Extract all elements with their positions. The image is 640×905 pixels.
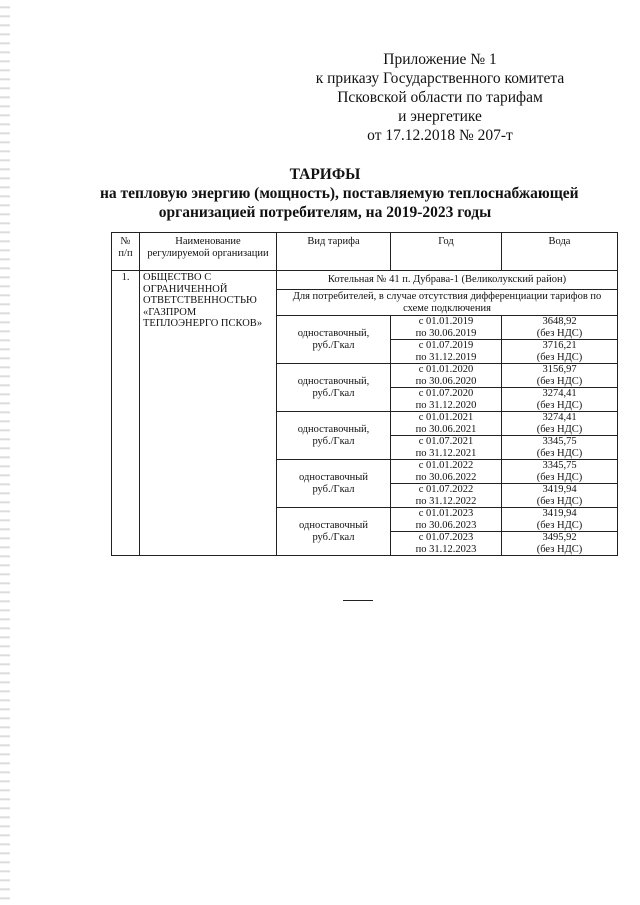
table-row	[112, 271, 618, 290]
value-vat: (без НДС)	[536, 399, 583, 411]
tariff-value	[502, 460, 618, 484]
value-amount: 3274,41	[542, 412, 577, 423]
organization-line: ОБЩЕСТВО С	[143, 272, 212, 283]
period-from: с 01.07.2023	[418, 532, 474, 543]
period-from: с 01.07.2020	[418, 388, 474, 399]
document-title	[100, 165, 579, 222]
appendix-line: и энергетике	[398, 108, 482, 125]
period-to: по 30.06.2019	[415, 327, 477, 339]
tariff-period	[391, 532, 502, 556]
period-to: по 30.06.2022	[415, 471, 477, 483]
period-from: с 01.01.2021	[418, 412, 474, 423]
period-from: с 01.07.2019	[418, 340, 474, 351]
value-vat: (без НДС)	[536, 471, 583, 483]
value-amount: 3716,21	[542, 340, 577, 351]
header-text: п/п	[118, 247, 133, 259]
value-amount: 3274,41	[542, 388, 577, 399]
tariff-period	[391, 316, 502, 340]
value-amount: 3648,92	[542, 316, 577, 327]
value-amount: 3495,92	[542, 532, 577, 543]
organization-line: ОТВЕТСТВЕННОСТЬЮ	[143, 295, 257, 306]
tariff-type-line: одноставочный,	[297, 376, 370, 387]
value-vat: (без НДС)	[536, 495, 583, 507]
period-to: по 30.06.2021	[415, 423, 477, 435]
header-tariff-type: Вид тарифа	[277, 233, 391, 271]
tariff-period	[391, 508, 502, 532]
organization-name	[140, 271, 277, 556]
tariff-type-line: одноставочный	[299, 472, 368, 483]
tariffs-table	[111, 232, 618, 556]
period-to: по 31.12.2021	[415, 447, 477, 459]
value-amount: 3419,94	[542, 508, 577, 519]
tariff-value	[502, 388, 618, 412]
end-divider	[343, 600, 373, 601]
period-from: с 01.07.2021	[418, 436, 474, 447]
period-to: по 30.06.2020	[415, 375, 477, 387]
tariff-period	[391, 436, 502, 460]
consumer-line: Для потребителей, в случае отсутствия дифференциации тарифов по	[292, 291, 602, 302]
tariff-type-line: руб./Гкал	[312, 339, 355, 351]
value-vat: (без НДС)	[536, 543, 583, 555]
row-number: 1.	[112, 271, 140, 556]
header-water: Вода	[502, 233, 618, 271]
tariff-value	[502, 532, 618, 556]
tariff-type-line: руб./Гкал	[312, 387, 355, 399]
tariff-type	[277, 412, 391, 460]
period-from: с 01.01.2023	[418, 508, 474, 519]
period-from: с 01.01.2020	[418, 364, 474, 375]
organization-line: ОГРАНИЧЕННОЙ	[143, 283, 228, 295]
appendix-line: Приложение № 1	[383, 51, 497, 68]
value-amount: 3156,97	[542, 364, 577, 375]
tariff-type-line: одноставочный	[299, 520, 368, 531]
tariff-value	[502, 436, 618, 460]
tariff-type-line: одноставочный,	[297, 424, 370, 435]
title-line: ТАРИФЫ	[289, 166, 361, 183]
consumer-note	[277, 290, 618, 316]
appendix-header	[290, 50, 590, 145]
header-text: регулируемой организации	[147, 247, 269, 259]
period-to: по 31.12.2019	[415, 351, 477, 363]
organization-line: ТЕПЛОЭНЕРГО ПСКОВ»	[143, 318, 263, 329]
value-amount: 3345,75	[542, 460, 577, 471]
header-text: Наименование	[175, 236, 241, 247]
value-vat: (без НДС)	[536, 519, 583, 531]
appendix-line: к приказу Государственного комитета	[315, 70, 565, 87]
tariff-type	[277, 508, 391, 556]
period-to: по 31.12.2023	[415, 543, 477, 555]
period-from: с 01.01.2022	[418, 460, 474, 471]
tariff-value	[502, 364, 618, 388]
value-amount: 3419,94	[542, 484, 577, 495]
tariff-value	[502, 484, 618, 508]
appendix-line: Псковской области по тарифам	[337, 89, 543, 106]
tariff-type-line: руб./Гкал	[312, 483, 355, 495]
header-organization	[140, 233, 277, 271]
value-vat: (без НДС)	[536, 351, 583, 363]
consumer-line: схеме подключения	[403, 302, 491, 314]
tariff-period	[391, 412, 502, 436]
tariff-type-line: одноставочный,	[297, 328, 370, 339]
appendix-line: от 17.12.2018 № 207-т	[367, 127, 513, 144]
header-year: Год	[391, 233, 502, 271]
tariff-value	[502, 340, 618, 364]
tariff-type-line: руб./Гкал	[312, 531, 355, 543]
tariff-period	[391, 388, 502, 412]
tariff-period	[391, 364, 502, 388]
tariff-value	[502, 412, 618, 436]
tariff-period	[391, 340, 502, 364]
organization-line: «ГАЗПРОМ	[143, 306, 197, 318]
tariff-value	[502, 508, 618, 532]
value-vat: (без НДС)	[536, 423, 583, 435]
boiler-house: Котельная № 41 п. Дубрава-1 (Великолукский район)	[277, 271, 618, 290]
tariff-period	[391, 460, 502, 484]
header-text: №	[120, 236, 131, 247]
header-number	[112, 233, 140, 271]
tariff-type	[277, 460, 391, 508]
tariff-type	[277, 316, 391, 364]
period-to: по 31.12.2020	[415, 399, 477, 411]
value-vat: (без НДС)	[536, 327, 583, 339]
title-line: организацией потребителям, на 2019-2023 годы	[158, 204, 492, 221]
tariff-value	[502, 316, 618, 340]
period-from: с 01.01.2019	[418, 316, 474, 327]
title-line: на тепловую энергию (мощность), поставляемую теплоснабжающей	[100, 185, 579, 202]
scan-edge-artifact	[0, 0, 10, 905]
table-header-row	[112, 233, 618, 271]
value-amount: 3345,75	[542, 436, 577, 447]
period-to: по 31.12.2022	[415, 495, 477, 507]
tariff-type	[277, 364, 391, 412]
value-vat: (без НДС)	[536, 375, 583, 387]
value-vat: (без НДС)	[536, 447, 583, 459]
period-to: по 30.06.2023	[415, 519, 477, 531]
tariff-type-line: руб./Гкал	[312, 435, 355, 447]
period-from: с 01.07.2022	[418, 484, 474, 495]
tariff-period	[391, 484, 502, 508]
